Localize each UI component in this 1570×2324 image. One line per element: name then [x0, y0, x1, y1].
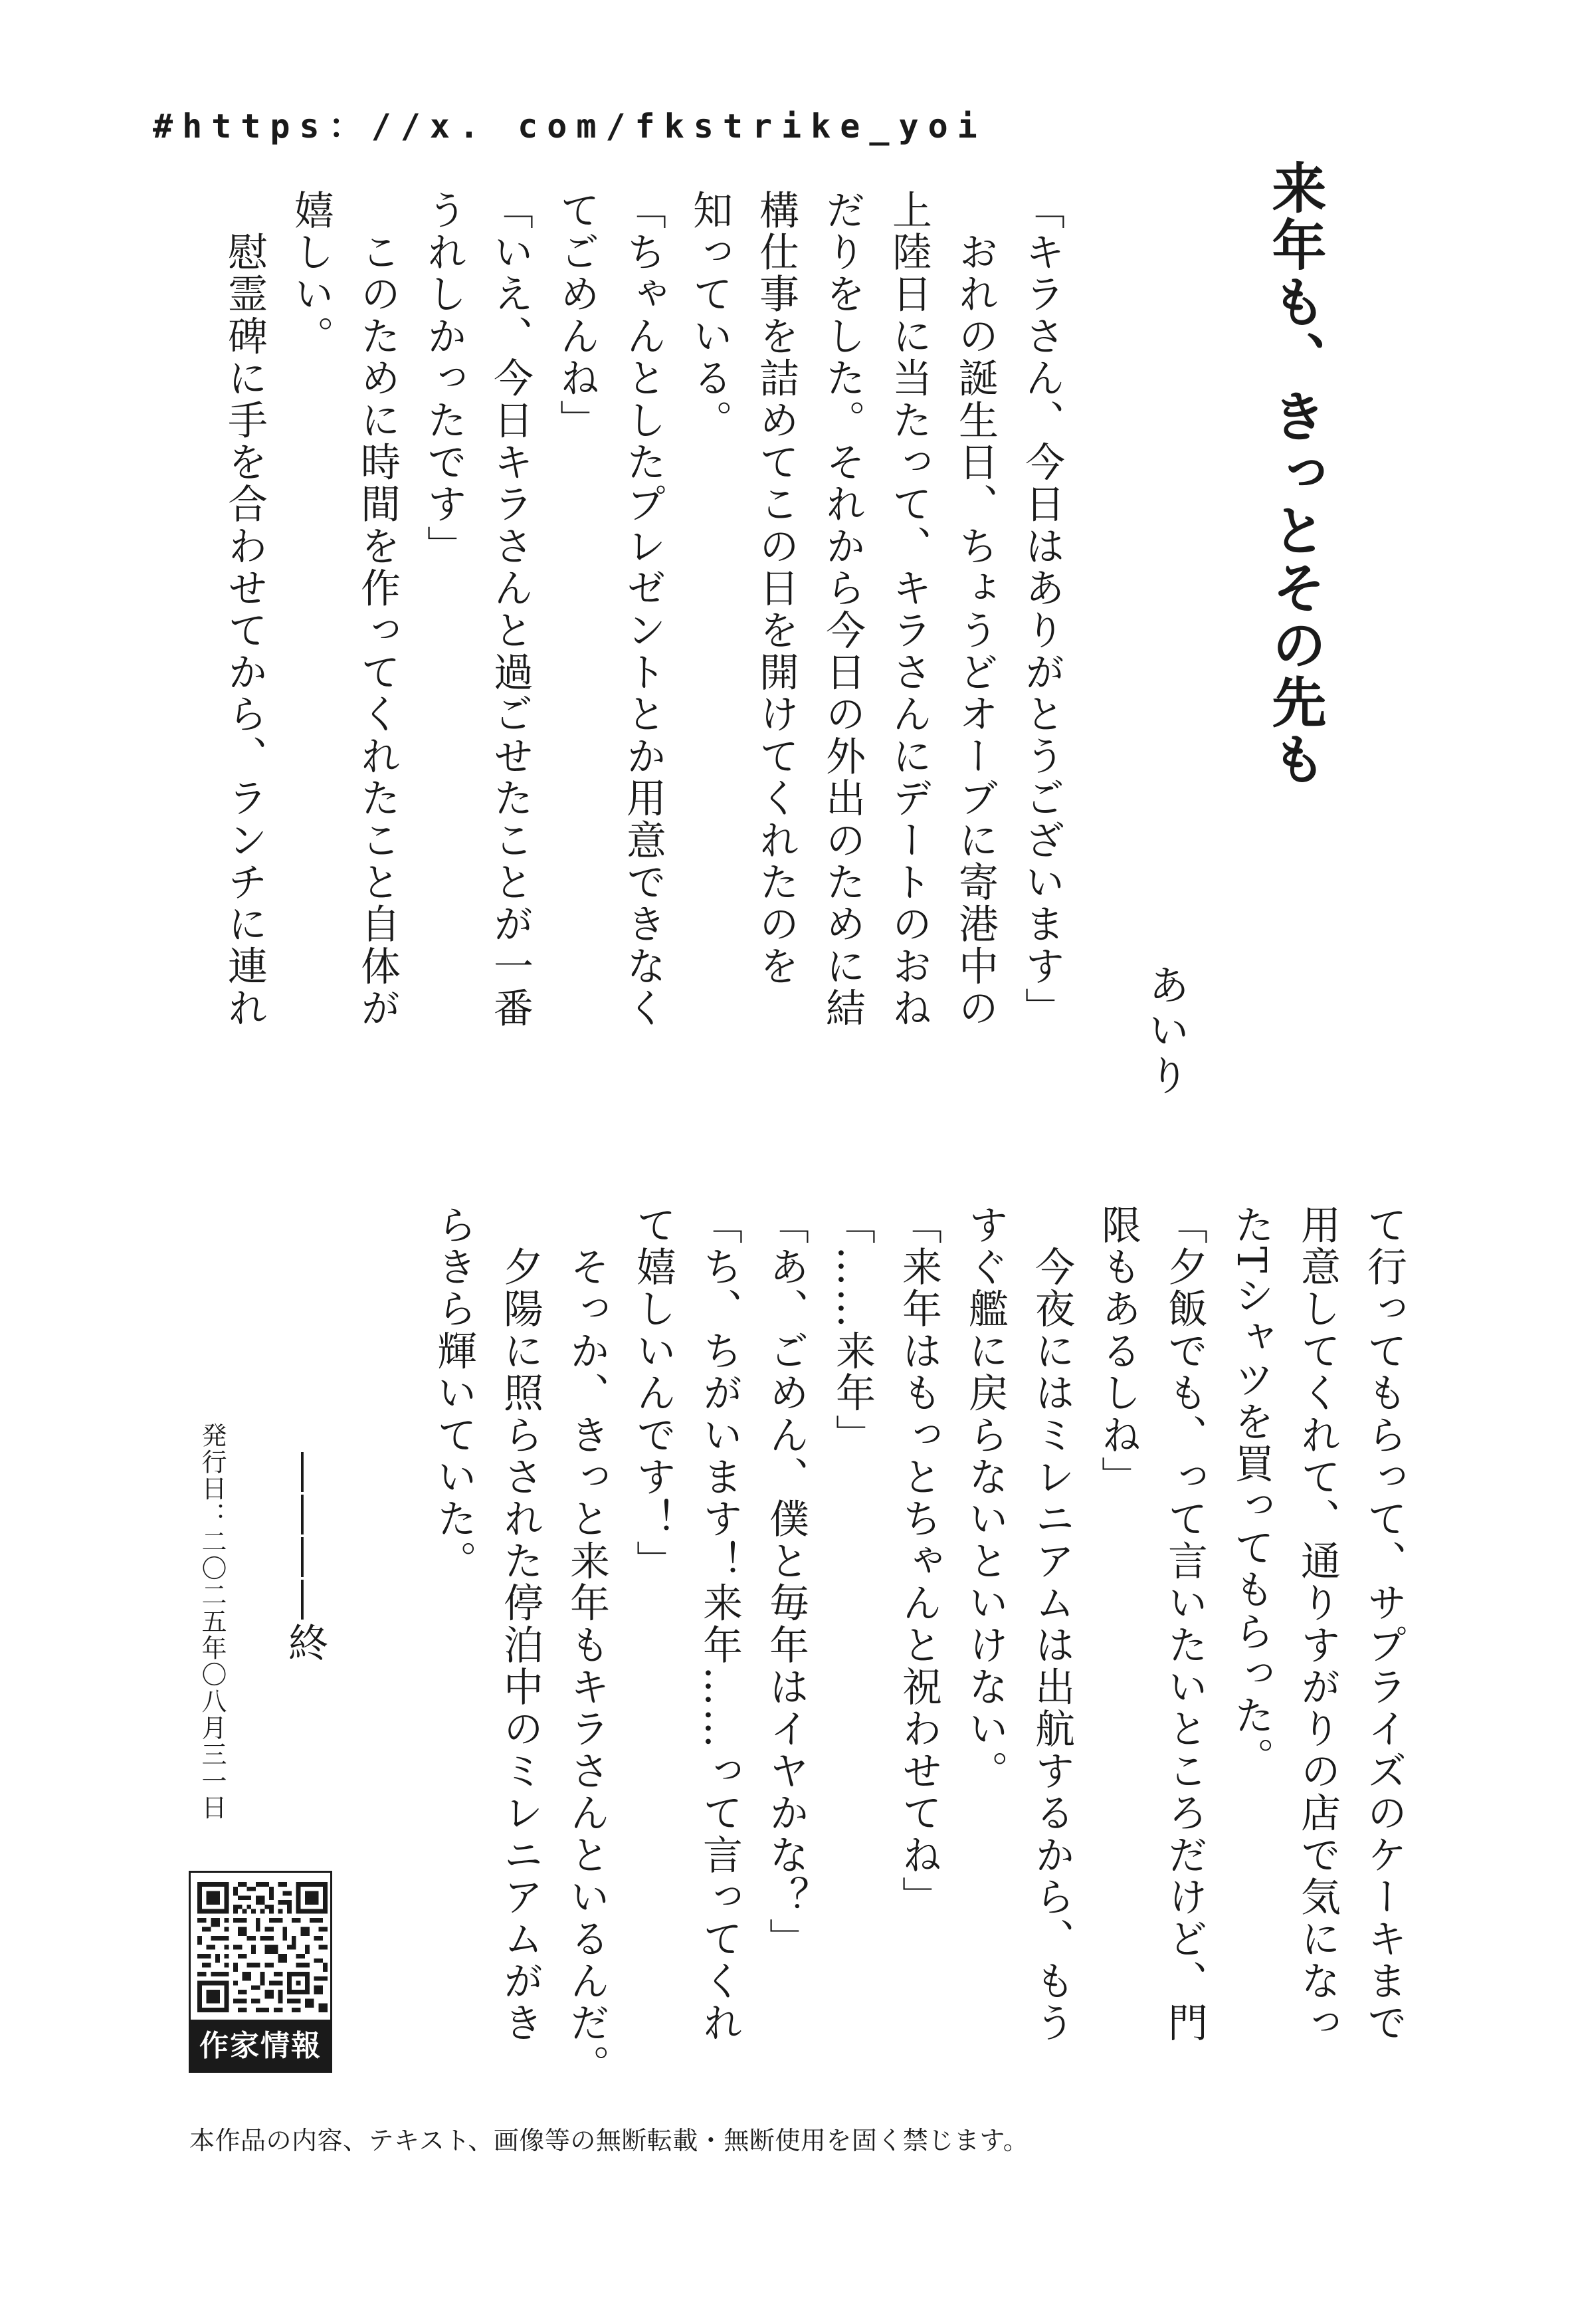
story-title: 来年も、きっとその先も: [1263, 159, 1326, 788]
publication-date: 発行日：二〇二五年〇八月三一日: [197, 1422, 227, 1821]
copyright-notice: 本作品の内容、テキスト、画像等の無断転載・無断使用を固く禁じます。: [189, 2126, 1029, 2155]
qr-code-frame: [189, 1871, 332, 2020]
end-mark: ――――終: [282, 1452, 328, 1665]
story-body-top: 「キラさん、今日はありがとうございます」 おれの誕生日、ちょうどオーブに寄港中の 上陸日に当たって、キラさんにデートのおね だりをした。それから今日の外出のために結 構仕事を詰めてこの日を開けてくれたのを 知っている。 「ちゃんとしたプレゼントとか用意できなく てごめんね」 「いえ、今日キラさんと過ごせたことが一番 うれしかったです」 このために時間を作ってくれたこと自体が 嬉しい。 慰霊碑に手を合わせてから、ランチに連れ: [221, 189, 1065, 1029]
author-name: あいり: [1141, 964, 1190, 1099]
author-x-url[interactable]: #https：//x. com/fkstrike_yoi: [153, 107, 987, 146]
qr-code-icon[interactable]: [197, 1882, 328, 2012]
story-body-bottom: て行ってもらって、サプライズのケーキまで 用意してくれて、通りすがりの店で気になっ たTシャツを買ってもらった。 「夕飯でも、って言いたいところだけど、門 限もあるしね」 今夜にはミレニアムは出航するから、もう すぐ艦に戻らないといけない。 「来年はもっとちゃんと祝わせてね」 「……来年」 「あ、ごめん、僕と毎年はイヤかな？」 「ち、ちがいます！来年……って言ってくれ て嬉しいんです！」 そっか、きっと来年もキラさんといるんだ。 夕陽に照らされた停泊中のミレニアムがき らきら輝いていた。: [431, 1204, 1407, 2087]
author-info-card[interactable]: [189, 1871, 342, 2073]
author-info-label[interactable]: 作家情報: [189, 2020, 332, 2073]
